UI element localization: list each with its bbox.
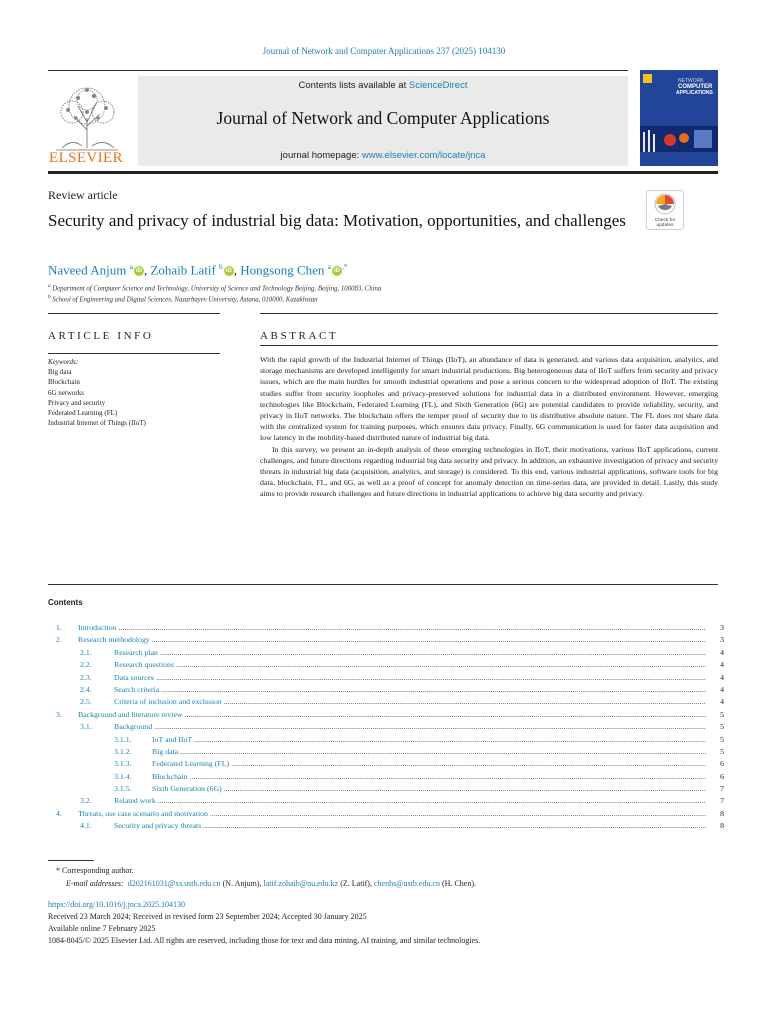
toc-leader-dots — [176, 659, 706, 671]
toc-entry-link[interactable]: Background and literature review — [78, 709, 183, 719]
header-bottom-rule — [48, 171, 718, 174]
toc-leader-dots — [119, 622, 706, 634]
author-affil-sup-3: a — [327, 262, 332, 271]
abstract-body — [260, 354, 718, 500]
toc-entry-number: 3.1. — [80, 722, 92, 732]
affiliation-sup: a — [48, 284, 51, 289]
toc-page-number: 4 — [720, 697, 724, 707]
toc-entry-number: 4.1. — [80, 821, 92, 831]
author-name-1[interactable]: Naveed Anjum — [48, 262, 127, 278]
toc-entry[interactable] — [48, 721, 724, 733]
toc-entry[interactable] — [48, 622, 724, 634]
article-title: Security and privacy of industrial big data: Motivation, opportunities, and challenges — [48, 211, 626, 230]
toc-entry-number: 2.5. — [80, 697, 92, 707]
toc-page-number: 3 — [720, 623, 724, 632]
article-type: Review article — [48, 188, 118, 202]
toc-entry-number: 3.2. — [80, 796, 92, 806]
toc-entry-link[interactable]: Related work — [114, 796, 156, 806]
toc-leader-dots — [210, 808, 706, 820]
received-dates: Received 23 March 2024; Received in revised form 23 September 2024; Accepted 30 January 2025 — [48, 912, 367, 921]
toc-leader-dots — [203, 820, 706, 832]
toc-entry-link[interactable]: Security and privacy threats — [114, 821, 202, 831]
toc-page-number: 6 — [720, 759, 724, 769]
author-name-3[interactable]: Hongsong Chen — [240, 262, 325, 278]
article-info-heading: ARTICLE INFO — [48, 330, 154, 342]
toc-entry-link[interactable]: Data sources — [114, 672, 155, 682]
toc-entry[interactable] — [48, 783, 724, 795]
contents-heading: Contents — [48, 598, 83, 607]
abstract-paragraph: In this survey, we present an in-depth analysis of these emerging technologies in IIoT, their motivations, various IIoT applications, current challenges, and future directions regarding industrial big data security and privacy. In addition, an exhaustive investigation of privacy and security threats in industrial big data (acquisition, analytics, and storage) is considered. To this end, various industrial applications, software tools for big data, blockchain, FL, and 6G, as well as a proof of concept for anomaly detection on time-series data, are provided in detail. Lastly, this study aims to provide research challenges and future directions in industrial applications to achieve big data security and privacy. — [260, 444, 718, 499]
toc-entry[interactable] — [48, 672, 724, 684]
toc-page-number: 5 — [720, 722, 724, 732]
toc-entry-number: 2.3. — [80, 672, 92, 682]
keyword: Privacy and security — [48, 398, 106, 407]
toc-leader-dots — [154, 721, 706, 733]
homepage-link[interactable]: www.elsevier.com/locate/jnca — [361, 150, 486, 161]
toc-page-number: 5 — [720, 734, 724, 744]
keyword: Big data — [48, 368, 72, 377]
toc-entry[interactable] — [48, 771, 724, 783]
check-for-updates-icon — [646, 190, 684, 230]
toc-page-number: 5 — [720, 746, 724, 756]
author-affil-sup-1: a — [129, 262, 133, 271]
cover-artwork — [640, 70, 718, 166]
contents-available — [138, 80, 628, 91]
toc-page-number: 4 — [720, 647, 724, 657]
check-for-updates-button[interactable] — [646, 190, 684, 230]
abstract-heading-rule — [260, 345, 718, 346]
abstract-top-rule — [260, 313, 718, 314]
toc-entry[interactable] — [48, 734, 724, 746]
email-link[interactable]: latif.zohaib@nu.edu.kz — [263, 879, 339, 888]
keyword: Federated Learning (FL) — [48, 409, 118, 418]
toc-entry-link[interactable]: IoT and IIoT — [152, 734, 193, 744]
toc-entry-number: 2.1. — [80, 647, 92, 657]
email-link[interactable]: chenhs@ustb.edu.cn — [373, 879, 440, 888]
keyword: Blockchain — [48, 378, 80, 387]
toc-entry-number: 4. — [56, 808, 62, 818]
toc-entry-number: 3.1.2. — [114, 746, 132, 756]
sciencedirect-link[interactable]: ScienceDirect — [408, 80, 468, 91]
toc-leader-dots — [152, 634, 706, 646]
cover-title-line-2: COMPUTER — [678, 84, 713, 90]
keywords-label: Keywords: — [48, 358, 79, 366]
toc-entry-link[interactable]: Federated Learning (FL) — [152, 759, 230, 769]
toc-entry-number: 3. — [56, 709, 62, 719]
toc-page-number: 8 — [720, 821, 724, 831]
email-addresses — [66, 879, 476, 888]
elsevier-wordmark: ELSEVIER — [49, 150, 124, 166]
toc-leader-dots — [158, 795, 706, 807]
toc-entry-number: 2.4. — [80, 684, 92, 694]
toc-page-number: 4 — [720, 660, 724, 670]
toc-leader-dots — [231, 758, 706, 770]
toc-page-number: 5 — [720, 709, 724, 719]
affiliation-text: School of Engineering and Digital Sciences, Nazarbayev University, Astana, 010000, Kazakhstan — [52, 296, 318, 304]
toc-entry[interactable] — [48, 696, 724, 708]
toc-entry-link[interactable]: Sixth Generation (6G) — [152, 784, 222, 794]
orcid-icon[interactable]: iD — [334, 268, 341, 275]
toc-leader-dots — [160, 647, 706, 659]
author-affil-sup-2: b — [219, 262, 223, 271]
toc-leader-dots — [190, 771, 706, 783]
orcid-icon[interactable]: iD — [225, 268, 232, 275]
toc-entry-link[interactable]: Introduction — [78, 623, 117, 632]
orcid-icon[interactable]: iD — [135, 268, 142, 275]
toc-leader-dots — [224, 783, 706, 795]
header-top-rule — [48, 70, 628, 71]
journal-reference[interactable]: Journal of Network and Computer Applications 237 (2025) 104130 — [262, 46, 506, 56]
toc-entry[interactable] — [48, 659, 724, 671]
toc-entry-number: 2. — [56, 635, 62, 645]
toc-leader-dots — [161, 684, 706, 696]
journal-title: Journal of Network and Computer Applications — [216, 108, 550, 128]
journal-homepage — [138, 150, 628, 161]
toc-leader-dots — [194, 734, 706, 746]
toc-entry-link[interactable]: Criteria of inclusion and exclusion — [114, 697, 222, 707]
affiliation-b — [48, 295, 318, 303]
affiliation-text: Department of Computer Science and Technology, University of Science and Technology Beijing, Beijing, 100083, China — [52, 285, 382, 293]
toc-page-number: 4 — [720, 672, 724, 682]
corresponding-author-note: * Corresponding author. — [56, 866, 134, 875]
toc-entry[interactable] — [48, 746, 724, 758]
toc-page-number: 3 — [720, 635, 724, 645]
toc-entry-number: 3.1.1. — [114, 734, 132, 744]
toc-entry[interactable] — [48, 808, 724, 820]
toc-leader-dots — [156, 672, 706, 684]
toc-entry-number: 2.2. — [80, 660, 92, 670]
check-updates-line-1: Check for — [654, 218, 676, 223]
cover-title-line-3: APPLICATIONS — [676, 90, 713, 96]
copyright-notice: 1084-8045/© 2025 Elsevier Ltd. All rights are reserved, including those for text and data mining, AI training, and similar technologies. — [48, 936, 481, 945]
available-online-date: Available online 7 February 2025 — [48, 924, 156, 933]
toc-entry-link[interactable]: Background — [114, 722, 153, 732]
toc-entry-link[interactable]: Research plan — [114, 647, 158, 657]
toc-entry[interactable] — [48, 634, 724, 646]
toc-entry-number: 3.1.3. — [114, 759, 132, 769]
toc-entry[interactable] — [48, 820, 724, 832]
email-label: E-mail addresses: — [66, 879, 124, 888]
toc-page-number: 6 — [720, 771, 724, 781]
author-list: Naveed Anjum $^a$iD , Zohaib Latif $^b$iD , Hongsong Chen $^a$iD,* — [48, 262, 348, 278]
toc-entry[interactable] — [48, 684, 724, 696]
article-info-top-rule — [48, 313, 220, 314]
cover-title-line-1: NETWORK — [678, 78, 704, 84]
article-info-rule — [48, 353, 220, 354]
homepage-prefix: journal homepage: — [280, 150, 362, 161]
toc-entry-number: 3.1.5. — [114, 784, 132, 794]
email-owner: (H. Chen). — [440, 879, 476, 888]
toc-entry-link[interactable]: Search criteria — [114, 684, 160, 694]
toc-page-number: 7 — [720, 796, 724, 806]
toc-leader-dots — [185, 709, 706, 721]
toc-entry[interactable] — [48, 647, 724, 659]
toc-entry-link[interactable]: Research questions — [114, 660, 174, 670]
table-of-contents — [48, 622, 724, 833]
email-owner: (Z. Latif), — [338, 879, 374, 888]
toc-entry[interactable] — [48, 795, 724, 807]
toc-entry-number: 1. — [56, 623, 62, 632]
journal-cover-thumbnail[interactable] — [640, 70, 718, 166]
toc-entry-link[interactable]: Big data — [152, 746, 179, 756]
doi-link[interactable]: https://doi.org/10.1016/j.jnca.2025.104130 — [48, 900, 185, 909]
toc-entry[interactable] — [48, 709, 724, 721]
check-updates-line-2: updates — [656, 223, 674, 228]
corresponding-author-mark[interactable]: ,* — [342, 262, 348, 271]
keyword: Industrial Internet of Things (IIoT) — [48, 419, 146, 428]
footnote-rule — [48, 860, 94, 861]
email-link[interactable]: d202161031@xs.ustb.edu.cn — [127, 879, 221, 888]
contents-prefix: Contents lists available at — [298, 80, 409, 91]
email-owner: (N. Anjum), — [220, 879, 264, 888]
affiliation-sup: b — [48, 295, 51, 300]
keyword: 6G networks — [48, 388, 84, 397]
author-name-2[interactable]: Zohaib Latif — [150, 262, 216, 278]
toc-entry-number: 3.1.4. — [114, 771, 132, 781]
toc-page-number: 4 — [720, 684, 724, 694]
toc-entry-link[interactable]: Research methodology — [78, 635, 150, 645]
abstract-heading: ABSTRACT — [260, 330, 339, 342]
abstract-paragraph: With the rapid growth of the Industrial Internet of Things (IIoT), an abundance of data is generated, and various data acquisition, analytics, and storage mechanisms are developed intelligently for smart industrial productions. Big heterogeneous data of IIoT suffers from security and privacy issues, which are the main hurdles for smooth industrial operations and pose a serious concern to the widespread adoption of IIoT. The existing studies suffer from security loopholes and privacy-preserved solutions for industrial data in a distributed environment. However, emerging technologies like Blockchain, Federated Learning (FL), and Sixth Generation (6G) are potential candidates to provide reliability, security, and privacy in IIoT networks. The blockchain offers the temper proof of security due to its distributive absolute nature. The FL does not share data with the centralized system for training purposes, which ensures data privacy. Finally, 6G communication is used for faster data acquisition and low latency in the mobility-based distributed nature of industrial big data. — [260, 355, 718, 443]
toc-leader-dots — [180, 746, 706, 758]
toc-entry-link[interactable]: Blockchain — [152, 771, 188, 781]
toc-leader-dots — [224, 696, 706, 708]
abstract-bottom-rule — [48, 584, 718, 585]
keywords-list — [48, 357, 228, 428]
toc-entry[interactable] — [48, 758, 724, 770]
toc-page-number: 8 — [720, 808, 724, 818]
toc-entry-link[interactable]: Threats, use case scenario and motivation — [78, 808, 208, 818]
affiliation-a — [48, 284, 381, 292]
toc-page-number: 7 — [720, 784, 724, 794]
